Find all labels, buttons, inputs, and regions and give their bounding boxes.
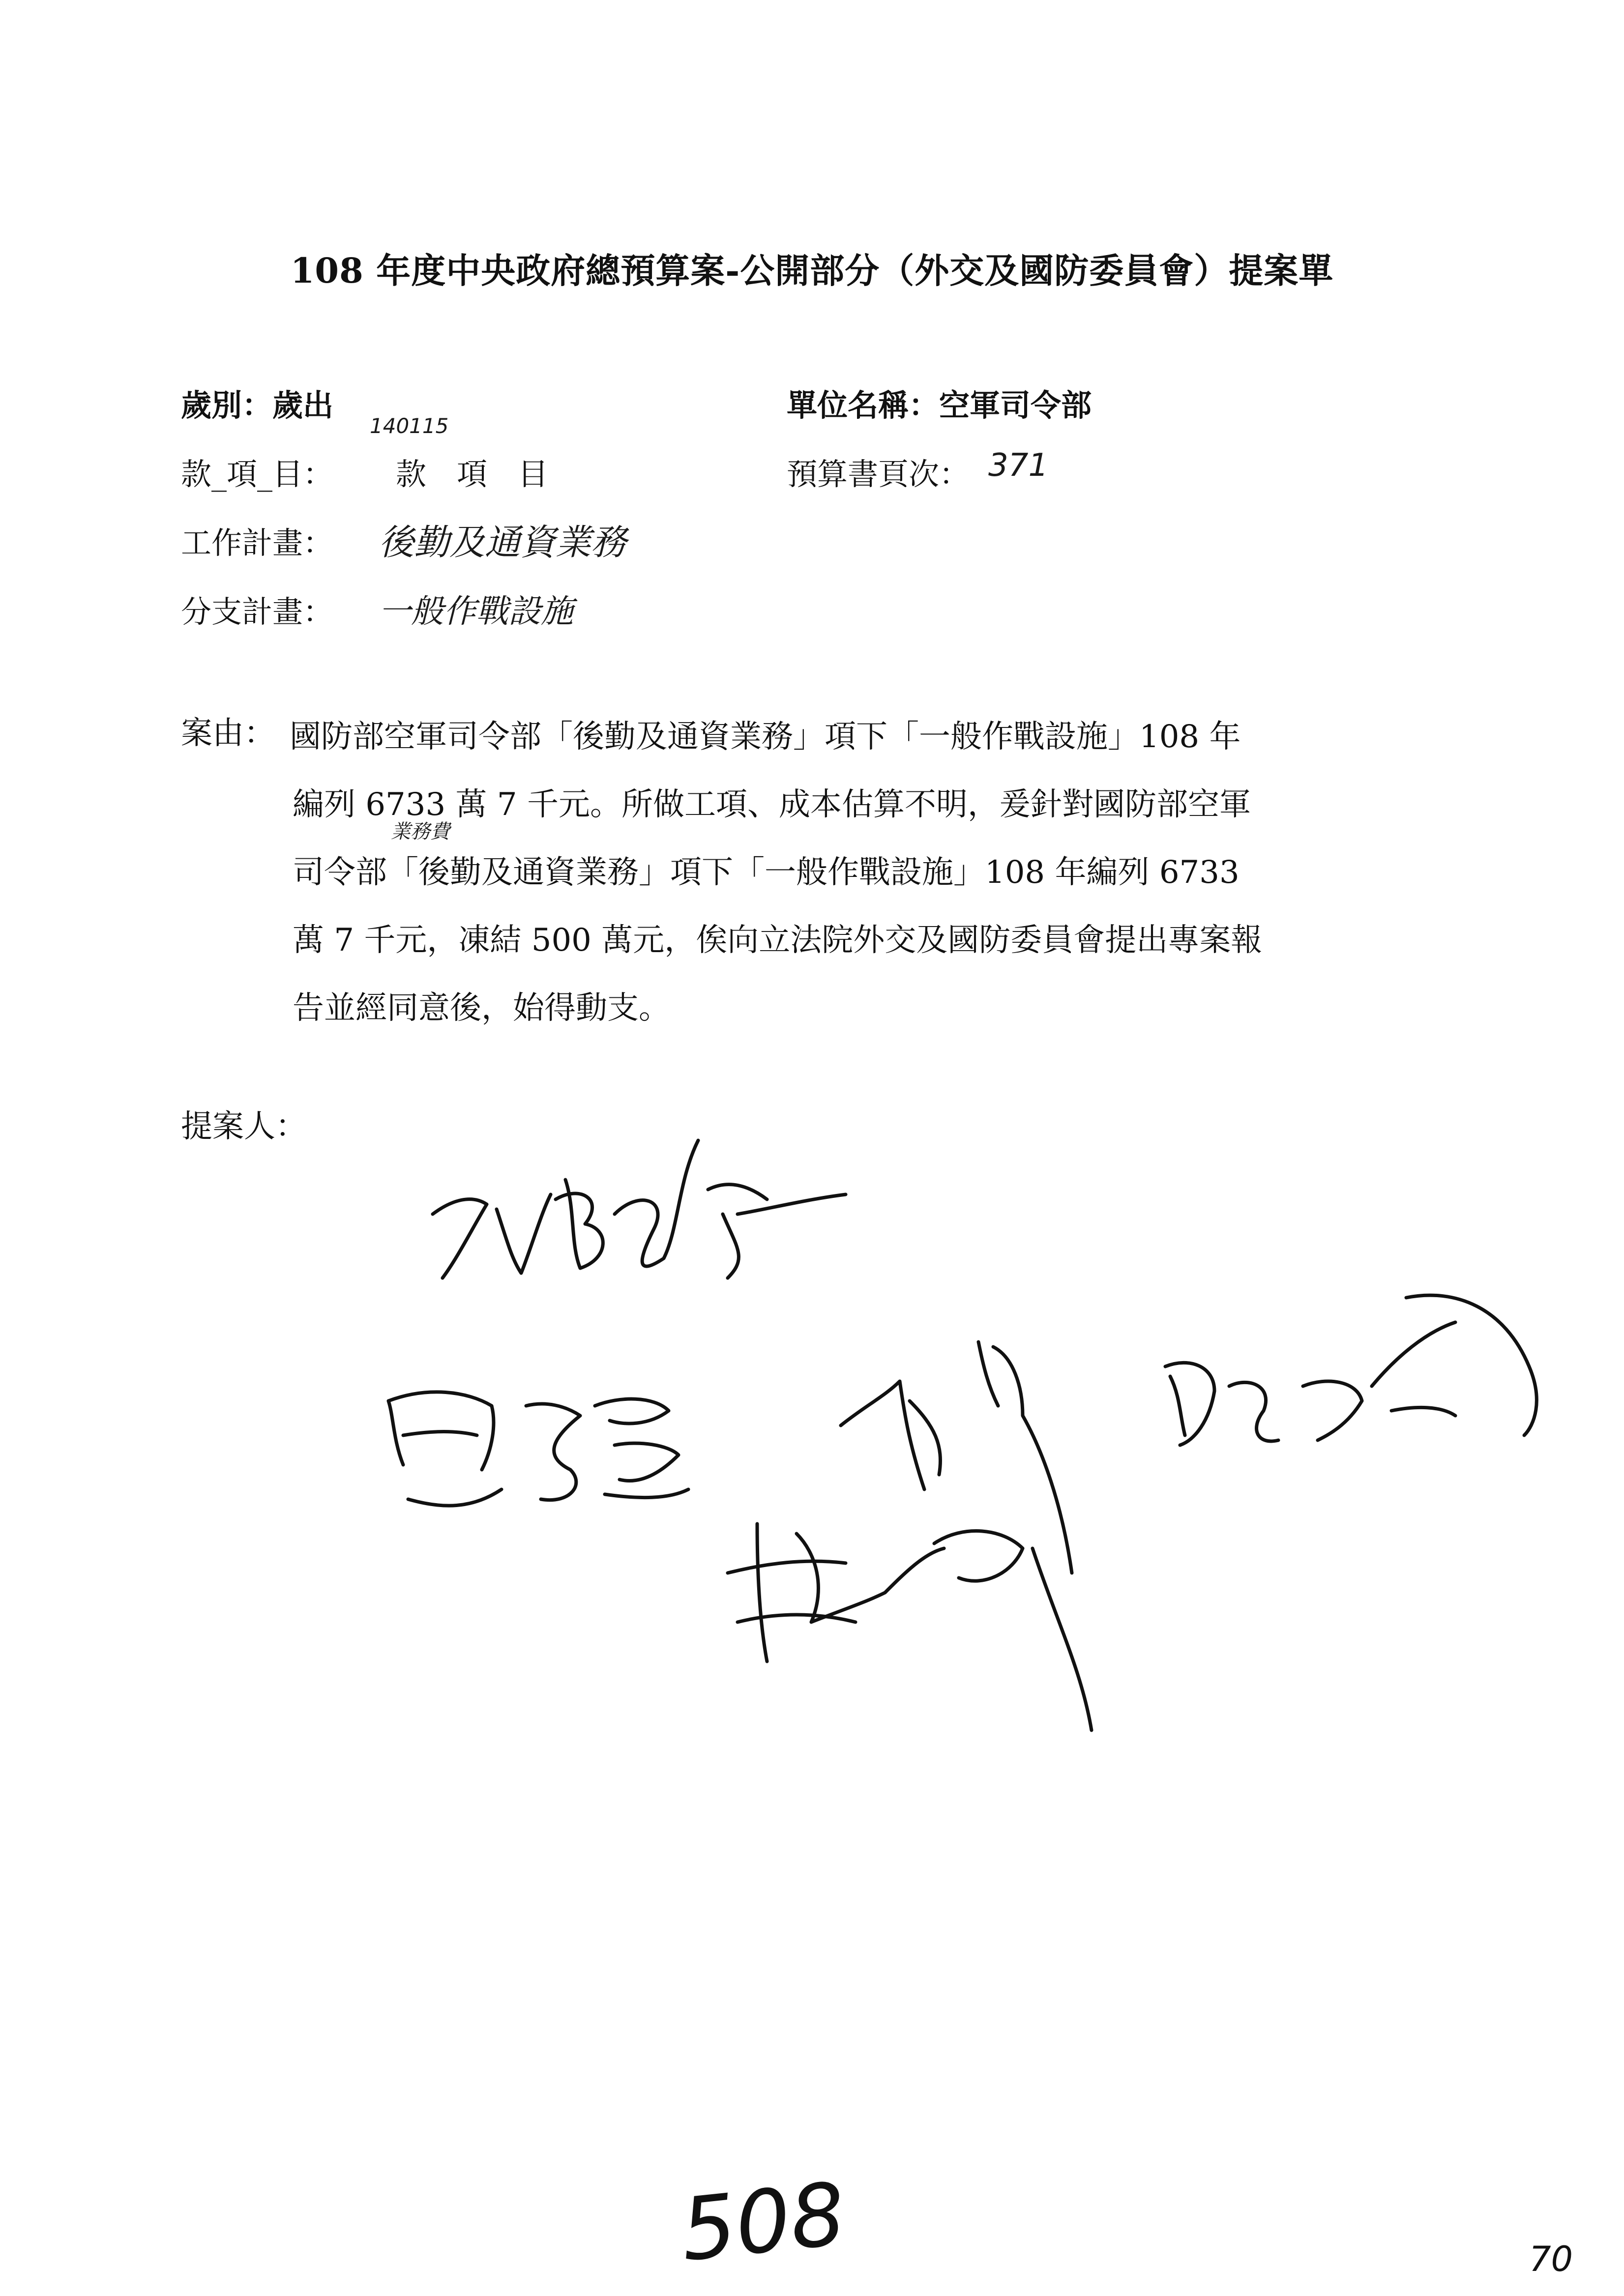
signature-1 xyxy=(433,1140,846,1278)
corner-number: 70 xyxy=(1529,2239,1573,2279)
reason-line: 萬 7 千元，凍結 500 萬元，俟向立法院外交及國防委員會提出專案報 xyxy=(293,922,1263,959)
unit-field: 單位名稱：空軍司令部 xyxy=(787,387,1092,423)
work-plan-label: 工作計畫： xyxy=(181,525,334,561)
sub-plan-label: 分支計畫： xyxy=(181,594,334,630)
reason-line-end: 「後勤及通資業務」項下「一般作戰設施」108 年編列 6733 xyxy=(387,854,1240,891)
handwritten-code: 140115 xyxy=(370,414,449,438)
handwritten-sub-plan: 一般作戰設施 xyxy=(379,592,573,630)
signature-4 xyxy=(1165,1295,1536,1445)
reason-label: 案由： xyxy=(181,715,275,752)
category-field: 歲別：歲出 xyxy=(181,387,334,423)
reason-line: 告並經同意後，始得動支。 xyxy=(293,990,670,1026)
reason-line: 國防部空軍司令部「後勤及通資業務」項下「一般作戰設施」108 年 xyxy=(290,719,1241,755)
signature-3 xyxy=(728,1342,1092,1730)
handwritten-insertion: 業務費 xyxy=(391,820,450,843)
proposer-label: 提案人： xyxy=(181,1108,307,1145)
budget-page-label: 預算書頁次： xyxy=(787,456,970,492)
item-label: 款_項_目： xyxy=(181,456,334,492)
signature-2 xyxy=(388,1392,688,1506)
reason-line-start: 司令部 xyxy=(293,854,387,891)
reason-line: 編列 6733 萬 7 千元。所做工項、成本估算不明，爰針對國防部空軍 xyxy=(293,786,1251,823)
handwritten-work-plan: 後勤及通資業務 xyxy=(379,522,627,563)
page-number: 508 xyxy=(676,2164,850,2281)
handwritten-page-number: 371 xyxy=(988,447,1049,484)
document-title: 108 年度中央政府總預算案-公開部分（外交及國防委員會）提案單 xyxy=(290,250,1334,291)
item-value: 款 項 目 xyxy=(396,456,549,492)
